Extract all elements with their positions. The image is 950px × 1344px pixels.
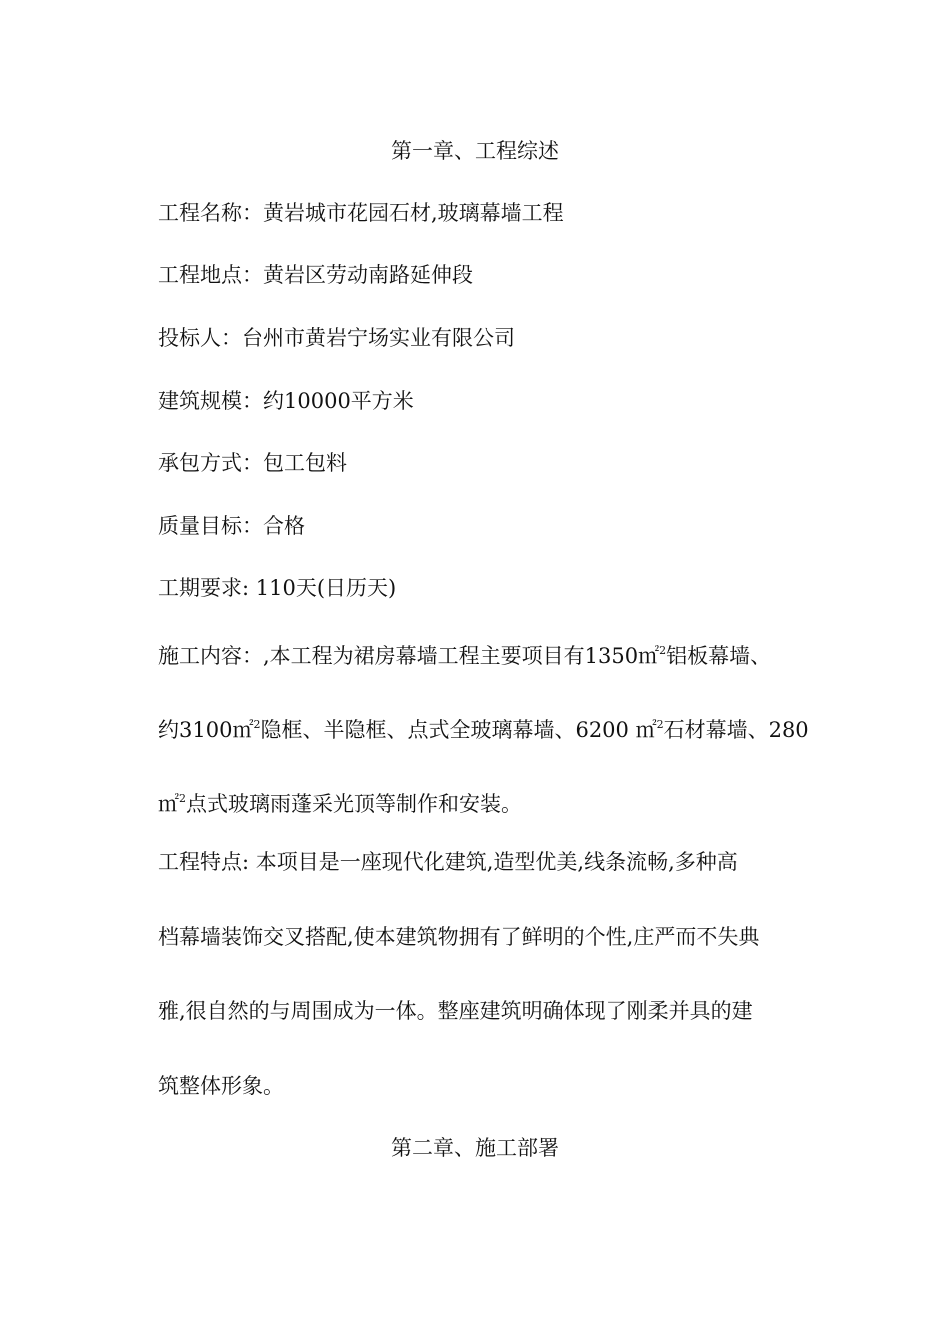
features-line-3: 雅,很自然的与周围成为一体。整座建筑明确体现了刚柔并具的建 <box>158 999 753 1023</box>
content-line-3 <box>158 784 522 819</box>
content-line-1-sup: 2 <box>659 644 667 657</box>
content-line-3-text-a: ㎡ <box>158 792 179 816</box>
content-line-1 <box>158 636 771 671</box>
content-line-3-text-b: 点式玻璃雨蓬采光顶等制作和安装。 <box>186 792 522 816</box>
project-location-line: 工程地点：黄岩区劳动南路延伸段 <box>158 263 473 287</box>
building-scale-line: 建筑规模：约10000平方米 <box>158 389 414 413</box>
content-line-2-sup-2: 2 <box>656 718 664 731</box>
content-line-2-text-c: 石材幕墙、280 <box>663 718 809 742</box>
contract-mode-line: 承包方式：包工包料 <box>158 451 347 475</box>
content-line-1-text-a: 施工内容：,本工程为裙房幕墙工程主要项目有1350㎡ <box>158 644 660 668</box>
project-name-line: 工程名称：黄岩城市花园石材,玻璃幕墙工程 <box>158 201 564 225</box>
content-line-2-text-b: 隐框、半隐框、点式全玻璃幕墙、6200 ㎡ <box>260 718 657 742</box>
bidder-line: 投标人：台州市黄岩宁场实业有限公司 <box>158 326 515 350</box>
features-line-4: 筑整体形象。 <box>158 1074 284 1098</box>
content-line-2 <box>158 710 809 745</box>
content-line-2-sup-1: 2 <box>253 718 261 731</box>
content-line-3-sup: 2 <box>179 792 186 805</box>
content-line-1-text-b: 铝板幕墙、 <box>666 644 772 668</box>
features-line-2: 档幕墙装饰交叉搭配,使本建筑物拥有了鲜明的个性,庄严而不失典 <box>158 925 760 949</box>
schedule-line: 工期要求: 110天(日历天) <box>158 576 397 600</box>
content-line-2-text-a: 约3100㎡ <box>158 718 254 742</box>
features-line-1: 工程特点: 本项目是一座现代化建筑,造型优美,线条流畅,多种高 <box>158 850 738 874</box>
chapter-1-title: 第一章、工程综述 <box>391 139 559 163</box>
quality-target-line: 质量目标：合格 <box>158 514 305 538</box>
chapter-2-title: 第二章、施工部署 <box>391 1136 559 1160</box>
